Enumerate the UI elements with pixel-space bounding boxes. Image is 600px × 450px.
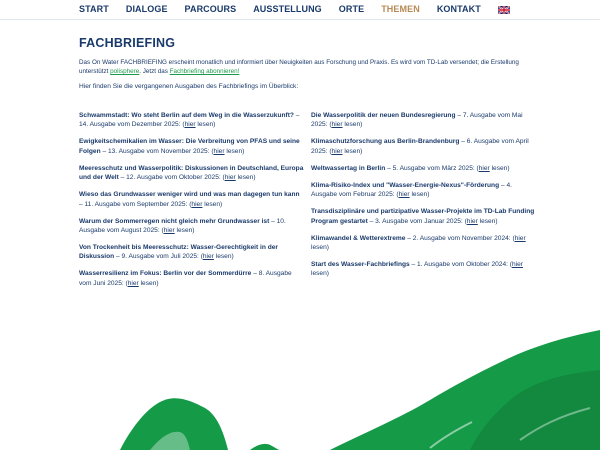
read-link[interactable]: hier bbox=[511, 261, 523, 269]
issue-meta: – 11. Ausgabe vom September 2025: ( bbox=[79, 200, 192, 208]
read-link[interactable]: hier bbox=[202, 253, 214, 261]
read-link[interactable]: hier bbox=[224, 174, 236, 182]
nav-orte[interactable]: ORTE bbox=[338, 4, 365, 14]
issue-title: Klimawandel & Wetterextreme bbox=[311, 234, 406, 242]
nav-start[interactable]: START bbox=[79, 4, 109, 14]
list-item bbox=[311, 234, 536, 253]
lead-text: Hier finden Sie die vergangenen Ausgaben des Fachbriefings im Überblick: bbox=[79, 83, 299, 90]
nav-parcours[interactable]: PARCOURS bbox=[184, 4, 237, 14]
read-link[interactable]: hier bbox=[191, 200, 203, 208]
issue-title: Transdisziplinäre und partizipative Wasser-Projekte im TD-Lab Funding Program gestartet bbox=[311, 208, 535, 225]
read-link[interactable]: hier bbox=[331, 121, 343, 129]
page-title: FACHBRIEFING bbox=[79, 36, 176, 50]
issue-meta: – 10. Ausgabe vom August 2025: ( bbox=[79, 217, 286, 235]
issue-meta: – 3. Ausgabe vom Januar 2025: ( bbox=[367, 217, 467, 225]
read-suffix: lesen) bbox=[342, 147, 363, 155]
issue-title: Die Wasserpolitik der neuen Bundesregierung bbox=[311, 112, 456, 119]
read-link[interactable]: hier bbox=[398, 191, 410, 199]
list-item bbox=[311, 164, 536, 173]
list-item bbox=[79, 269, 304, 288]
uk-flag-icon[interactable] bbox=[498, 6, 510, 14]
issue-meta: – 9. Ausgabe vom Juli 2025: ( bbox=[114, 253, 203, 261]
read-suffix: lesen) bbox=[174, 227, 195, 235]
read-suffix: lesen) bbox=[311, 270, 329, 278]
read-suffix: lesen) bbox=[202, 200, 223, 208]
list-item bbox=[79, 137, 304, 156]
read-suffix: lesen) bbox=[235, 174, 256, 182]
issue-meta: – 14. Ausgabe vom Dezember 2025: ( bbox=[79, 112, 300, 129]
issue-meta: – 2. Ausgabe vom November 2024: ( bbox=[405, 234, 515, 242]
nav-dialoge[interactable]: DIALOGE bbox=[125, 4, 168, 14]
read-suffix: lesen) bbox=[213, 253, 234, 261]
issue-title: Von Trockenheit bis Meeresschutz: Wasser-Gerechtigkeit in der Diskussion bbox=[79, 244, 278, 261]
list-item bbox=[311, 207, 536, 226]
issue-title: Weltwassertag in Berlin bbox=[311, 164, 386, 172]
list-item bbox=[79, 164, 304, 183]
issue-meta: – 13. Ausgabe vom November 2025: ( bbox=[100, 147, 214, 155]
list-item bbox=[79, 243, 304, 262]
issue-title: Start des Wasser-Fachbriefings bbox=[311, 261, 410, 269]
intro-text bbox=[79, 58, 534, 76]
issue-meta: – 6. Ausgabe vom April 2025: ( bbox=[311, 138, 529, 155]
read-suffix: lesen) bbox=[224, 147, 245, 155]
nav-themen[interactable]: THEMEN bbox=[381, 4, 420, 14]
issue-title: Klima-Risiko-Index und "Wasser-Energie-Nexus"-Förderung bbox=[311, 181, 500, 189]
read-link[interactable]: hier bbox=[478, 164, 490, 172]
read-suffix: lesen) bbox=[489, 164, 510, 172]
list-item bbox=[79, 111, 304, 130]
list-item bbox=[311, 137, 536, 156]
intro-part-2: . Jetzt das bbox=[139, 68, 170, 75]
issue-title: Klimaschutzforschung aus Berlin-Brandenburg bbox=[311, 138, 460, 146]
issue-title: Meeresschutz und Wasserpolitik: Diskussionen in Deutschland, Europa und der Welt bbox=[79, 164, 304, 182]
top-navigation-bar bbox=[0, 0, 600, 20]
issue-title: Schwammstadt: Wo steht Berlin auf dem Weg in die Wasserzukunft? bbox=[79, 112, 294, 119]
issue-meta: – 5. Ausgabe vom März 2025: ( bbox=[385, 164, 479, 172]
list-item bbox=[311, 181, 536, 200]
list-item bbox=[311, 111, 536, 130]
issues-list-left bbox=[79, 111, 304, 296]
read-suffix: lesen) bbox=[195, 121, 216, 129]
issue-title: Wasserresilienz im Fokus: Berlin vor der Sommerdürre bbox=[79, 270, 252, 278]
read-suffix: lesen) bbox=[477, 217, 498, 225]
issue-meta: – 12. Ausgabe vom Oktober 2025: ( bbox=[118, 174, 225, 182]
read-suffix: lesen) bbox=[342, 121, 363, 129]
main-nav bbox=[79, 4, 510, 14]
issue-title: Ewigkeitschemikalien im Wasser: Die Verbreitung von PFAS und seine Folgen bbox=[79, 138, 300, 155]
read-link[interactable]: hier bbox=[184, 121, 196, 129]
issues-list-right bbox=[311, 111, 536, 286]
issue-meta: – 4. Ausgabe vom Februar 2025: ( bbox=[311, 181, 512, 199]
list-item bbox=[311, 260, 536, 279]
nav-kontakt[interactable]: KONTAKT bbox=[436, 4, 481, 14]
read-suffix: lesen) bbox=[311, 244, 329, 252]
read-link[interactable]: hier bbox=[466, 217, 478, 225]
read-suffix: lesen) bbox=[409, 191, 430, 199]
read-link[interactable]: hier bbox=[213, 147, 225, 155]
nav-ausstellung[interactable]: AUSSTELLUNG bbox=[253, 4, 322, 14]
issue-title: Wieso das Grundwasser weniger wird und was man dagegen tun kann bbox=[79, 191, 300, 199]
subscribe-link[interactable]: Fachbriefing abonnieren! bbox=[169, 68, 240, 75]
issue-meta: – 7. Ausgabe vom Mai 2025: ( bbox=[311, 112, 523, 129]
list-item bbox=[79, 217, 304, 236]
issue-title: Warum der Sommerregen nicht gleich mehr Grundwasser ist bbox=[79, 217, 270, 225]
intro-part-1: Das On Water FACHBRIEFING erscheint monatlich und informiert über Neuigkeiten aus Forschung und Praxis. Es wird vom TD-Lab versendet; die Erstellung unterstützt bbox=[79, 59, 519, 75]
issue-meta: – 8. Ausgabe vom Juni 2025: ( bbox=[79, 270, 292, 287]
polisphere-link[interactable]: polisphere bbox=[110, 68, 140, 75]
green-brushstroke-decoration bbox=[0, 330, 600, 450]
list-item bbox=[79, 190, 304, 209]
issue-meta: – 1. Ausgabe vom Oktober 2024: ( bbox=[409, 261, 512, 269]
read-link[interactable]: hier bbox=[127, 279, 139, 287]
read-link[interactable]: hier bbox=[331, 147, 343, 155]
read-link[interactable]: hier bbox=[163, 227, 175, 235]
read-suffix: lesen) bbox=[138, 279, 159, 287]
read-link[interactable]: hier bbox=[514, 234, 526, 242]
